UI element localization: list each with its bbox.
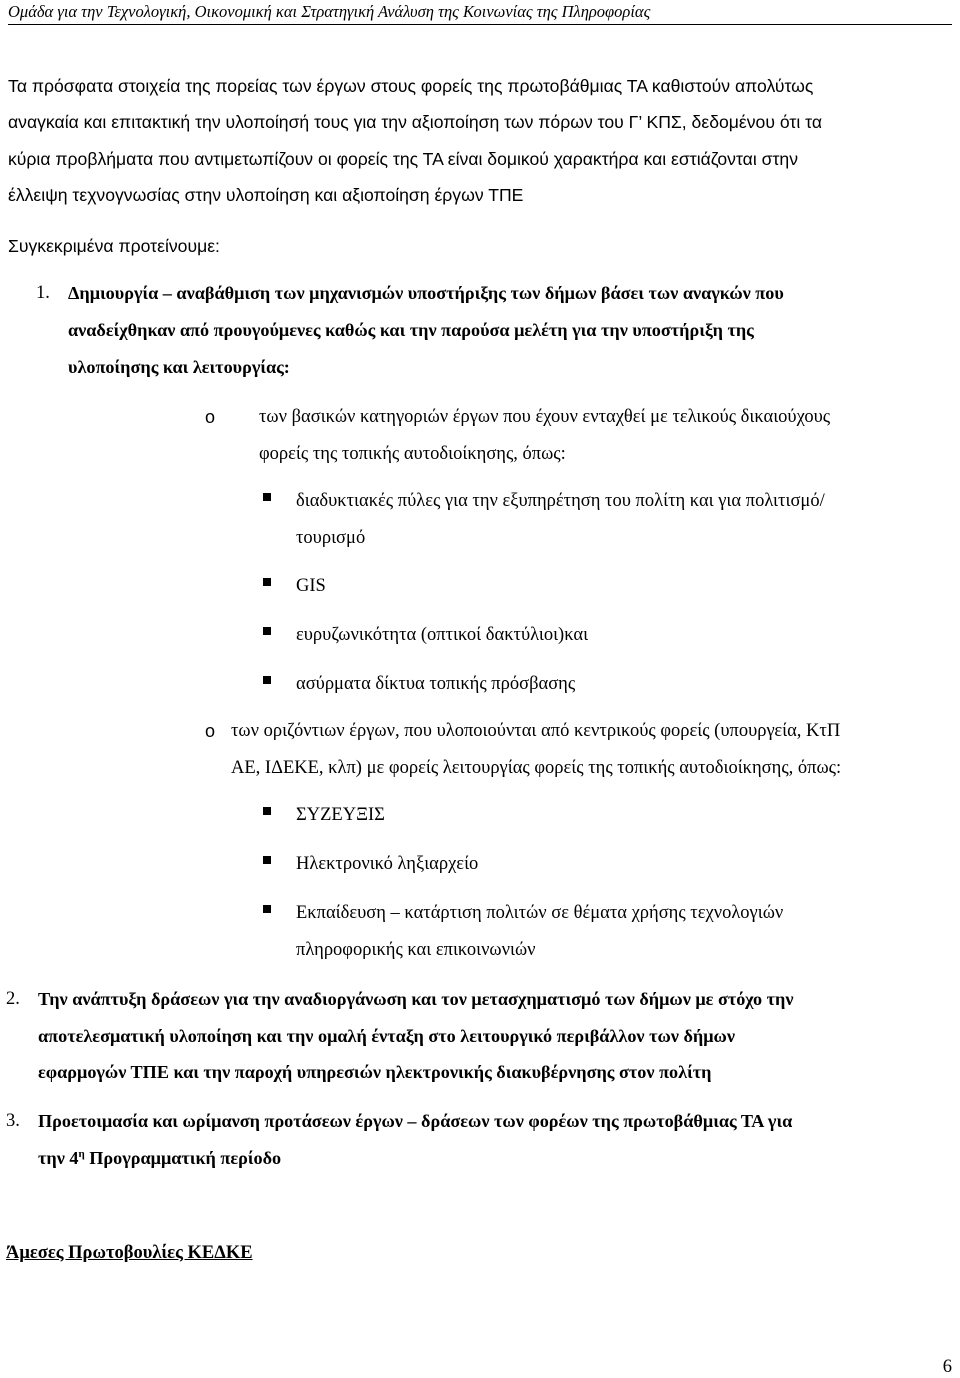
square-bullet-icon <box>263 676 271 684</box>
bullet-text: GIS <box>296 576 326 596</box>
bullet-text: ασύρματα δίκτυα τοπικής πρόσβασης <box>296 674 576 694</box>
sub-text-line: ΑΕ, ΙΔΕΚΕ, κλπ) με φορείς λειτουργίας φορείς της τοπικής αυτοδιοίκησης, όπως: <box>231 758 842 778</box>
bullet-text: πληροφορικής και επικοινωνιών <box>296 940 536 960</box>
intro-line: έλλειψη τεχνογνωσίας στην υλοποίηση και αξιοποίηση έργων ΤΠΕ <box>8 184 524 205</box>
item-text-pre: την 4 <box>38 1148 79 1168</box>
intro-line: κύρια προβλήματα που αντιμετωπίζουν οι φορείς της ΤΑ είναι δομικού χαρακτήρα και εστιάζονται στην <box>8 148 799 169</box>
item-text-line: εφαρμογών ΤΠΕ και την παροχή υπηρεσιών ηλεκτρονικής διακυβέρνησης στον πολίτη <box>38 1062 712 1082</box>
item-text-post: Προγραμματική περίοδο <box>84 1148 282 1168</box>
item-number: 3. <box>6 1111 20 1131</box>
page-number: 6 <box>942 1357 952 1377</box>
section-heading: Άμεσες Πρωτοβουλίες ΚΕΔΚΕ <box>6 1243 253 1263</box>
square-bullet-icon <box>263 905 271 913</box>
sub-text-line: των βασικών κατηγοριών έργων που έχουν ενταχθεί με τελικούς δικαιούχους <box>259 407 831 427</box>
intro-paragraph <box>8 68 952 213</box>
square-bullet-icon <box>263 856 271 864</box>
item-text-line: Δημιουργία – αναβάθμιση των μηχανισμών υποστήριξης των δήμων βάσει των αναγκών που <box>68 283 784 303</box>
bullet-text: τουρισμό <box>296 528 366 548</box>
bullet-text: Ηλεκτρονικό ληξιαρχείο <box>296 854 479 874</box>
circle-bullet-icon: o <box>205 721 216 741</box>
bullet-text: ΣΥΖΕΥΞΙΣ <box>296 805 385 825</box>
square-bullet-icon <box>263 493 271 501</box>
bullet-text: ευρυζωνικότητα (οπτικοί δακτύλιοι)και <box>296 625 589 645</box>
bullet-text: διαδυκτιακές πύλες για την εξυπηρέτηση του πολίτη και για πολιτισμό/ <box>296 491 825 511</box>
bullet-text: Εκπαίδευση – κατάρτιση πολιτών σε θέματα χρήσης τεχνολογιών <box>296 903 784 923</box>
sub-text-line: φορείς της τοπικής αυτοδιοίκησης, όπως: <box>259 444 566 464</box>
sub-text-line: των οριζόντιων έργων, που υλοποιούνται από κεντρικούς φορείς (υπουργεία, ΚτΠ <box>231 721 841 741</box>
item-number: 2. <box>6 989 20 1009</box>
item-text-line: αποτελεσματική υλοποίηση και την ομαλή ένταξη στο λειτουργικό περιβάλλον των δήμων <box>38 1026 735 1046</box>
item-text-line: Την ανάπτυξη δράσεων για την αναδιοργάνωση και τον μετασχηματισμό των δήμων με στόχο την <box>38 989 794 1009</box>
lead-text: Συγκεκριμένα προτείνουμε: <box>8 236 220 256</box>
square-bullet-icon <box>263 627 271 635</box>
item-number: 1. <box>36 283 50 303</box>
intro-line: Τα πρόσφατα στοιχεία της πορείας των έργων στους φορείς της πρωτοβάθμιας ΤΑ καθιστούν απολύτως <box>8 76 814 96</box>
square-bullet-icon <box>263 807 271 815</box>
circle-bullet-icon: o <box>205 407 216 427</box>
square-bullet-icon <box>263 578 271 586</box>
item-text-line <box>38 1145 281 1171</box>
item-text-line: υλοποίησης και λειτουργίας: <box>68 357 290 377</box>
item-text-line: αναδείχθηκαν από προυγούμενες καθώς και την παρούσα μελέτη για την υποστήριξη της <box>68 320 754 340</box>
header-title: Ομάδα για την Τεχνολογική, Οικονομική και Στρατηγική Ανάλυση της Κοινωνίας της Πληροφορίας <box>8 2 651 21</box>
item-text-line: Προετοιμασία και ωρίμανση προτάσεων έργων – δράσεων των φορέων της πρωτοβάθμιας ΤΑ για <box>38 1111 793 1131</box>
superscript: η <box>78 1147 85 1160</box>
intro-line: αναγκαία και επιτακτική την υλοποίησή τους για την αξιοποίηση των πόρων του Γ’ ΚΠΣ, δεδομένου ότι τα <box>8 112 822 133</box>
page-header <box>8 0 952 25</box>
